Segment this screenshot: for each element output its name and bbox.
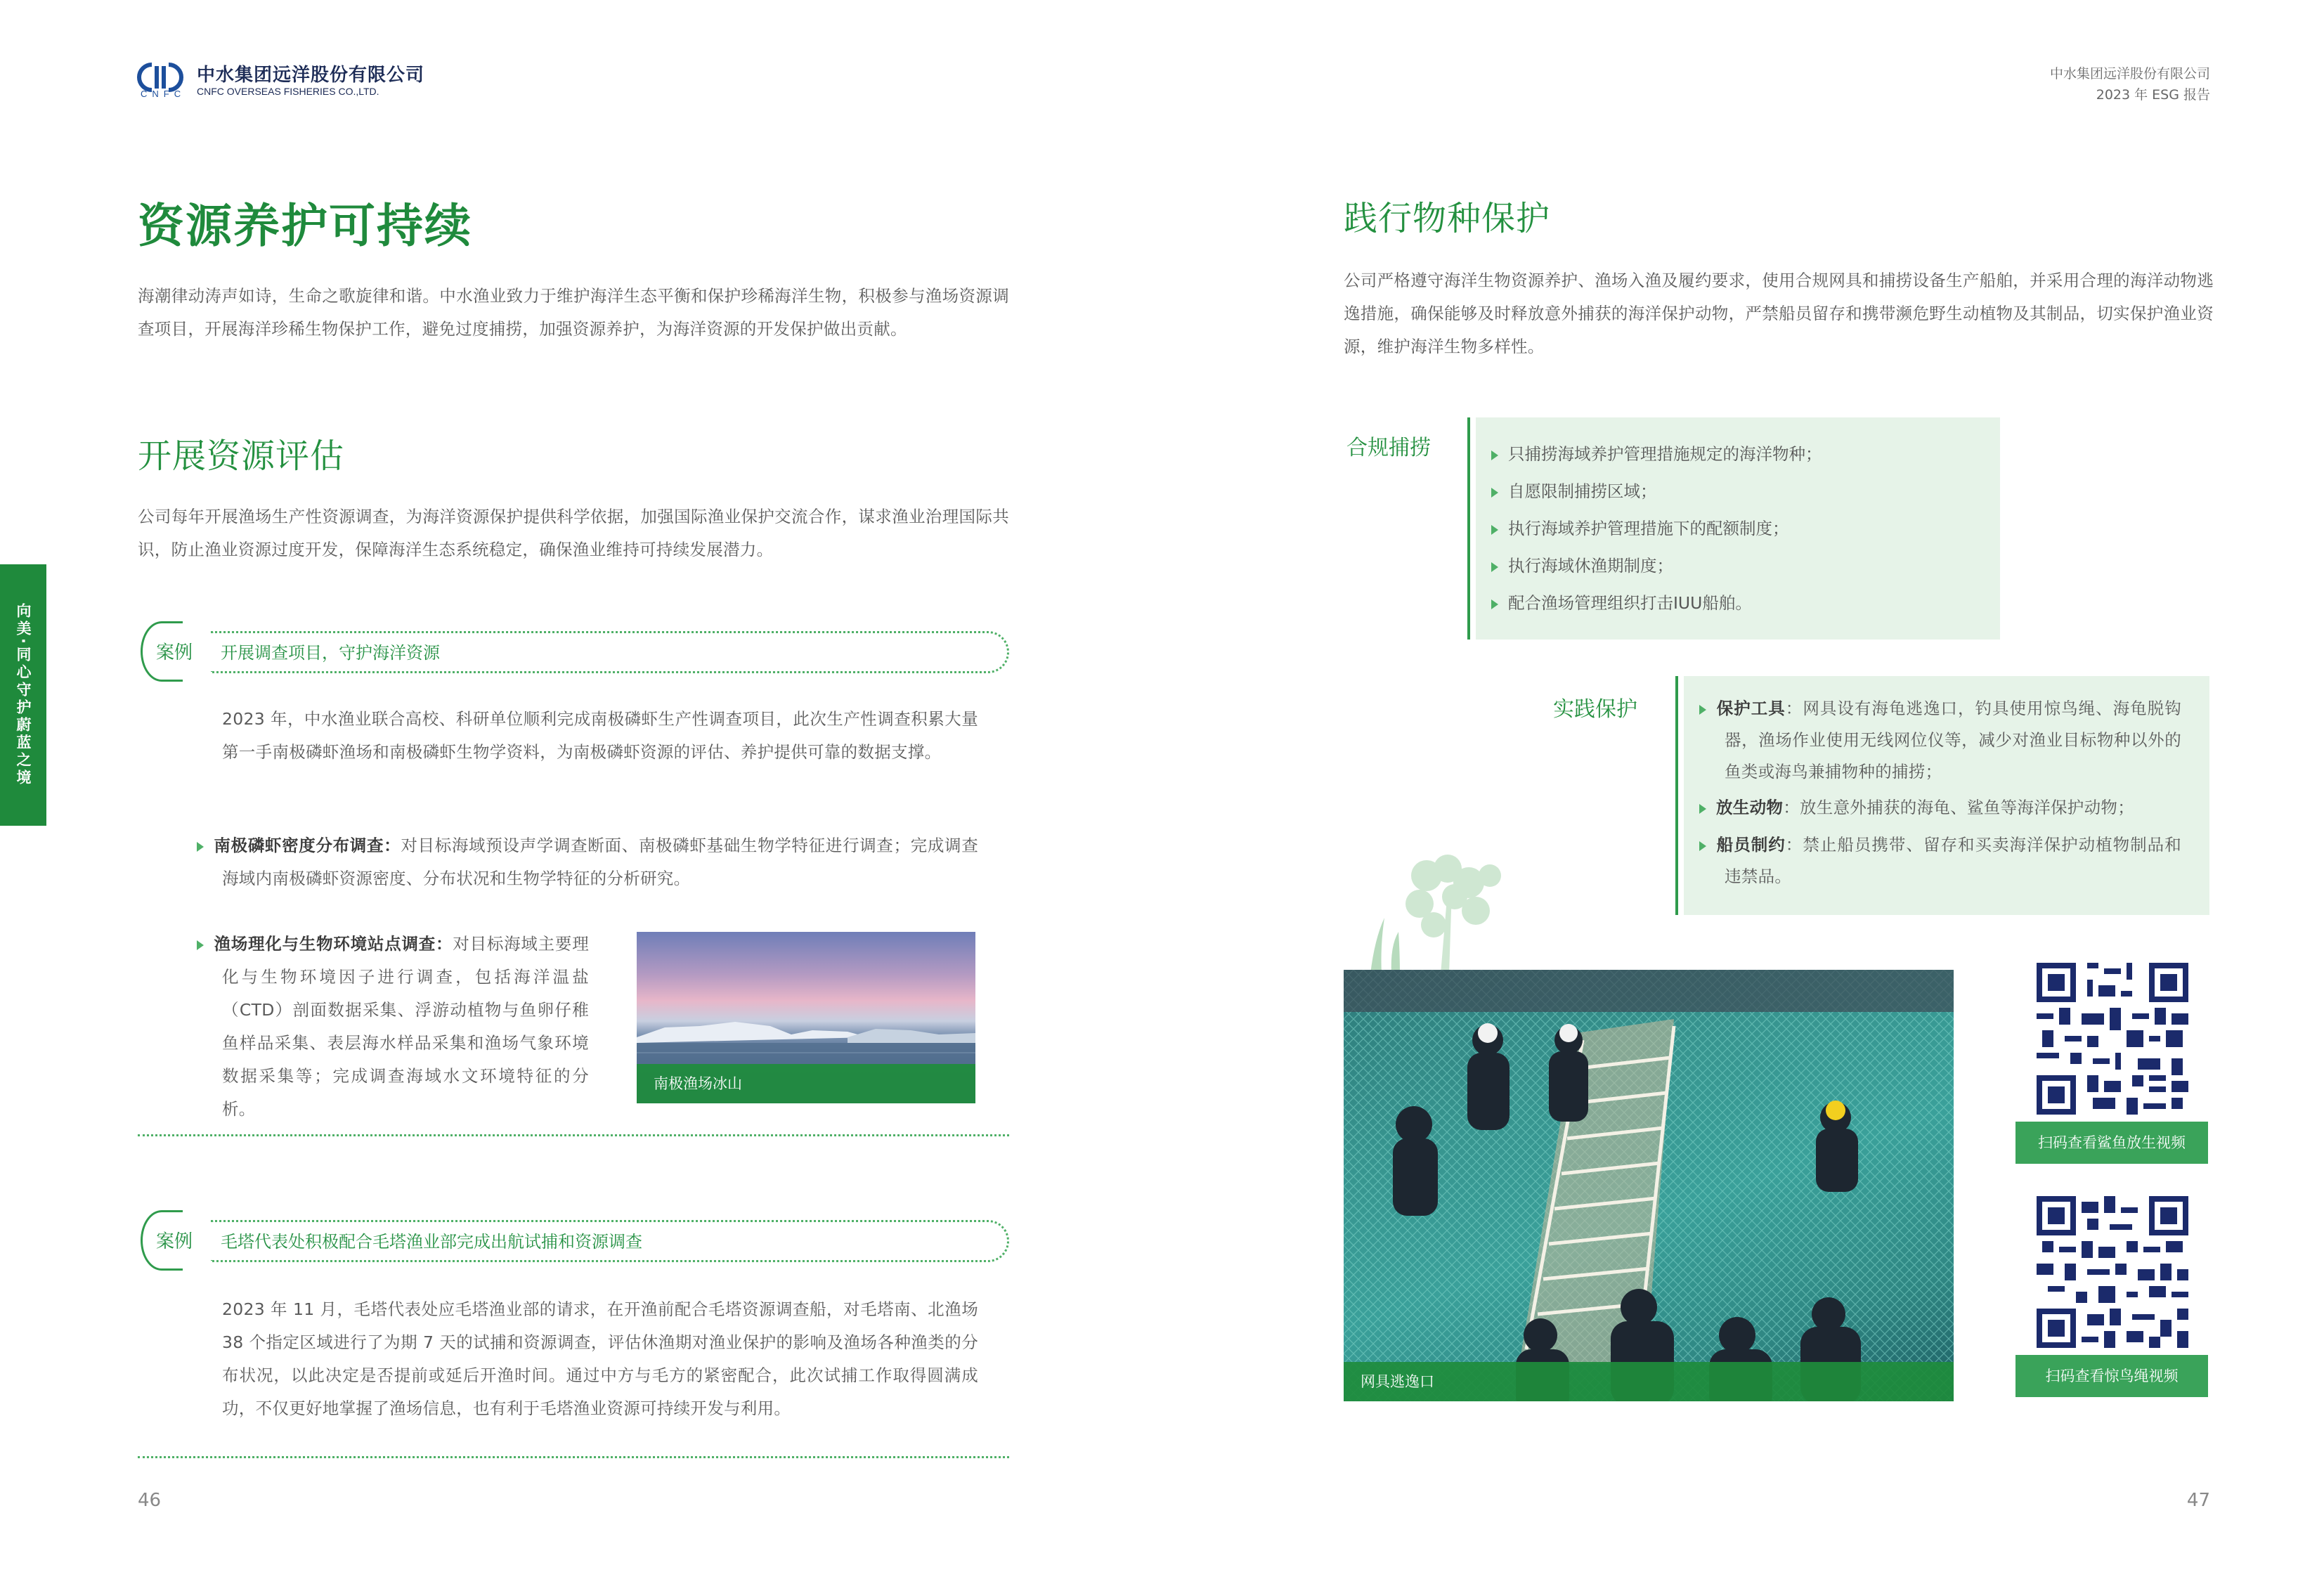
bullet-2-heading: 渔场理化与生物环境站点调查： xyxy=(214,934,453,954)
case-1-bullet-1 xyxy=(197,829,978,895)
panel-2-item-1: 保护工具：网具设有海龟逃逸口，钓具使用惊鸟绳、海龟脱钩器，渔场作业使用无线网位仪等，减少对渔业目标物种以外的鱼类或海鸟兼捕物种的捕捞； xyxy=(1699,693,2181,788)
left-page-number: 46 xyxy=(138,1490,162,1511)
net-photo-caption: 网具逃逸口 xyxy=(1344,1362,1954,1401)
case-1-paragraph: 2023 年，中水渔业联合高校、科研单位顺利完成南极磷虾生产性调查项目，此次生产性调查积累大量第一手南极磷虾渔场和南极磷虾生物学资料，为南极磷虾资源的评估、养护提供可靠的数据支撑。 xyxy=(222,709,978,762)
case-2-label: 案例 xyxy=(156,1231,193,1252)
panel-1-label: 合规捕捞 xyxy=(1346,436,1431,460)
panel-1-item: 配合渔场管理组织打击IUU船舶。 xyxy=(1491,585,2000,622)
bullet-1-text: 对目标海域预设声学调查断面、南极磷虾基础生物学特征进行调查；完成调查海域内南极磷虾资源密度、分布状况和生物学特征的分析研究。 xyxy=(222,836,978,888)
antarctic-iceberg-photo xyxy=(637,932,975,1103)
bullet-arrow-icon xyxy=(1491,562,1498,572)
right-intro: 公司严格遵守海洋生物资源养护、渔场入渔及履约要求，使用合规网具和捕捞设备生产船舶，并采用合理的海洋动物逃逸措施，确保能够及时释放意外捕获的海洋保护动物，严禁船员留存和携带濒危野生动植物及其制品，切实保护渔业资源，维护海洋生物多样性。 xyxy=(1344,271,2214,356)
bullet-arrow-icon xyxy=(1491,488,1498,498)
report-header-right xyxy=(2050,63,2210,105)
qr-shark-release-label[interactable]: 扫码查看鲨鱼放生视频 xyxy=(2015,1122,2208,1164)
header-report-year: 2023 年 ESG 报告 xyxy=(2096,87,2210,103)
case-2-title-box xyxy=(211,1220,1009,1262)
case-2-title: 毛塔代表处积极配合毛塔渔业部完成出航试捕和资源调查 xyxy=(221,1232,642,1252)
company-logo xyxy=(136,58,446,107)
bullet-arrow-icon xyxy=(1699,705,1706,715)
panel-1-rule xyxy=(1467,417,1470,640)
qr-bird-scaring-line-label[interactable]: 扫码查看惊鸟绳视频 xyxy=(2015,1355,2208,1397)
case-1-divider xyxy=(138,1134,1009,1136)
company-name-en: CNFC OVERSEAS FISHERIES CO.,LTD. xyxy=(197,86,379,97)
left-intro: 海潮律动涛声如诗，生命之歌旋律和谐。中水渔业致力于维护海洋生态平衡和保护珍稀海洋生物，积极参与渔场资源调查项目，开展海洋珍稀生物保护工作，避免过度捕捞，加强资源养护，为海洋资源的开发保护做出贡献。 xyxy=(138,286,1009,339)
seaweed-decoration-icon xyxy=(1356,848,1539,974)
bullet-arrow-icon xyxy=(1699,841,1706,851)
right-page-number: 47 xyxy=(2186,1490,2210,1511)
case-2-divider xyxy=(138,1456,1009,1458)
panel-1 xyxy=(1476,417,2000,640)
case-1-title-box xyxy=(211,631,1009,673)
panel-1-item: 执行海域休渔期制度； xyxy=(1491,547,2000,585)
net-escape-photo xyxy=(1344,970,1954,1401)
chapter-side-tab: 向美·同心守护蔚蓝之境 xyxy=(0,564,46,826)
iceberg-photo-caption: 南极渔场冰山 xyxy=(637,1064,975,1103)
logo-mark-text: CNFC xyxy=(141,89,186,99)
panel-1-item: 自愿限制捕捞区域； xyxy=(1491,473,2000,510)
panel-2-item-2: 放生动物：放生意外捕获的海龟、鲨鱼等海洋保护动物； xyxy=(1699,792,2181,824)
case-1-bullet-2 xyxy=(197,928,589,1126)
panel-2-item-3: 船员制约：禁止船员携带、留存和买卖海洋保护动植物制品和违禁品。 xyxy=(1699,829,2181,893)
case-1-label: 案例 xyxy=(156,642,193,663)
panel-2-rule xyxy=(1675,676,1678,915)
panel-1-item: 执行海域养护管理措施下的配额制度； xyxy=(1491,510,2000,547)
panel-2-label: 实践保护 xyxy=(1553,697,1637,722)
page-title: 资源养护可持续 xyxy=(138,199,472,253)
bullet-arrow-icon xyxy=(197,842,204,852)
qr-code-shark-release-icon[interactable] xyxy=(2037,963,2188,1115)
panel-1-item: 只捕捞海域养护管理措施规定的海洋物种； xyxy=(1491,436,2000,473)
panel-2 xyxy=(1684,676,2209,915)
company-name-cn: 中水集团远洋股份有限公司 xyxy=(197,65,425,86)
case-1-title: 开展调查项目，守护海洋资源 xyxy=(221,643,440,663)
section-intro: 公司每年开展渔场生产性资源调查，为海洋资源保护提供科学依据，加强国际渔业保护交流合作，谋求渔业治理国际共识，防止渔业资源过度开发，保障海洋生态系统稳定，确保渔业维持可持续发展潜力。 xyxy=(138,507,1009,559)
net-illustration xyxy=(1344,970,1954,1401)
case-2-paragraph: 2023 年 11 月，毛塔代表处应毛塔渔业部的请求，在开渔前配合毛塔资源调查船，对毛塔南、北渔场 38 个指定区域进行了为期 7 天的试捕和资源调查，评估休渔期对渔业保护的影响及渔场各种渔类的分布状况，以此决定是否提前或延后开渔时间。通过中方与毛方的紧密配合，此次试捕工作取得圆满成功，不仅更好地掌握了渔场信息，也有利于毛塔渔业资源可持续开发与利用。 xyxy=(222,1299,978,1418)
bullet-arrow-icon xyxy=(1491,525,1498,535)
bullet-1-heading: 南极磷虾密度分布调查： xyxy=(214,836,401,855)
bullet-arrow-icon xyxy=(1491,450,1498,460)
header-company: 中水集团远洋股份有限公司 xyxy=(2049,66,2210,82)
bullet-arrow-icon xyxy=(197,940,204,950)
bullet-arrow-icon xyxy=(1491,599,1498,609)
bullet-arrow-icon xyxy=(1699,804,1706,814)
qr-code-bird-scaring-line-icon[interactable] xyxy=(2037,1196,2188,1348)
section-title: 开展资源评估 xyxy=(138,436,345,476)
right-section-title: 践行物种保护 xyxy=(1344,199,1551,238)
bullet-2-text: 对目标海域主要理化与生物环境因子进行调查，包括海洋温盐（CTD）剖面数据采集、浮游动植物与鱼卵仔稚鱼样品采集、表层海水样品采集和渔场气象环境数据采集等；完成调查海域水文环境特征的分析。 xyxy=(222,934,590,1119)
